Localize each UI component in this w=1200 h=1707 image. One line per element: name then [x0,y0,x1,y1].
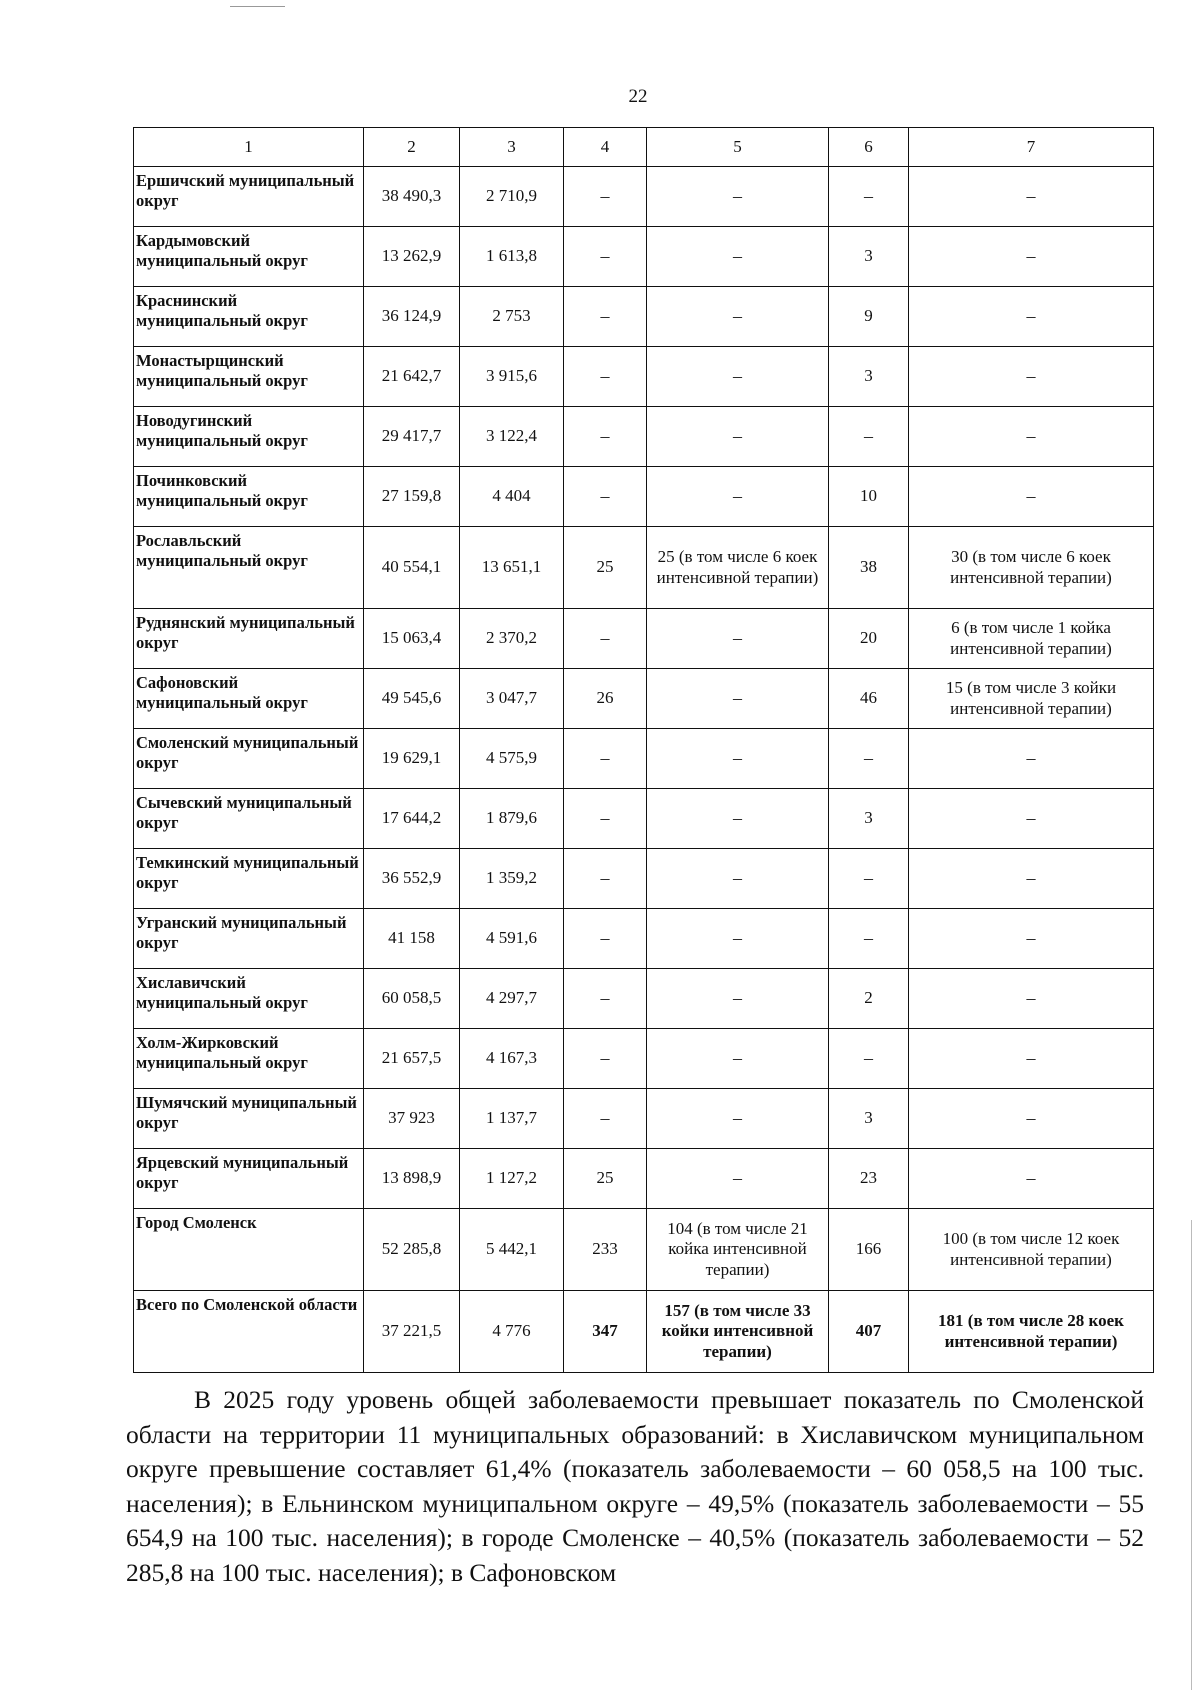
value-cell: 9 [829,287,909,347]
region-cell: Ярцевский муниципальный округ [134,1149,364,1209]
value-cell: 36 552,9 [364,849,460,909]
value-cell: – [647,849,829,909]
table-row [134,287,1154,347]
value-cell: – [909,1029,1154,1089]
value-cell: 1 613,8 [460,227,564,287]
value-cell: – [647,669,829,729]
value-cell: 38 490,3 [364,167,460,227]
value-cell: – [564,167,647,227]
value-cell: 166 [829,1209,909,1291]
value-cell: – [909,407,1154,467]
value-cell: 1 127,2 [460,1149,564,1209]
table-row [134,1089,1154,1149]
value-cell: 21 642,7 [364,347,460,407]
value-cell: – [647,347,829,407]
table-row [134,467,1154,527]
value-cell: 36 124,9 [364,287,460,347]
region-cell: Кардымовский муниципальный округ [134,227,364,287]
table-row [134,849,1154,909]
region-cell: Сафоновский муниципальный округ [134,669,364,729]
value-cell: – [647,1149,829,1209]
value-cell: 41 158 [364,909,460,969]
table-row [134,669,1154,729]
value-cell: – [564,729,647,789]
region-cell: Руднянский муниципальный округ [134,609,364,669]
value-cell: 26 [564,669,647,729]
value-cell: 15 063,4 [364,609,460,669]
value-cell: 60 058,5 [364,969,460,1029]
value-cell: – [909,287,1154,347]
value-cell: – [909,167,1154,227]
value-cell: – [564,1029,647,1089]
table-row [134,347,1154,407]
value-cell: 15 (в том числе 3 койки интенсивной терапии) [909,669,1154,729]
scan-edge-mark [1191,1220,1192,1690]
value-cell: 37 923 [364,1089,460,1149]
value-cell: 1 879,6 [460,789,564,849]
value-cell: – [564,1089,647,1149]
table-row [134,527,1154,609]
value-cell: – [909,1149,1154,1209]
table-row [134,1149,1154,1209]
value-cell: 3 122,4 [460,407,564,467]
value-cell: – [647,467,829,527]
value-cell: 407 [829,1291,909,1373]
value-cell: 2 370,2 [460,609,564,669]
value-cell: 13 262,9 [364,227,460,287]
value-cell: – [647,167,829,227]
value-cell: – [564,909,647,969]
region-cell: Угранский муниципальный округ [134,909,364,969]
column-header: 2 [364,128,460,167]
table-row [134,609,1154,669]
value-cell: 6 (в том числе 1 койка интенсивной терапии) [909,609,1154,669]
value-cell: – [829,849,909,909]
value-cell: – [829,167,909,227]
value-cell: – [829,909,909,969]
value-cell: 3 915,6 [460,347,564,407]
region-cell: Новодугинский муниципальный округ [134,407,364,467]
page-number: 22 [628,86,648,107]
value-cell: – [647,909,829,969]
value-cell: – [647,227,829,287]
region-cell: Ершичский муниципальный округ [134,167,364,227]
value-cell: – [829,729,909,789]
value-cell: – [647,609,829,669]
value-cell: 13 898,9 [364,1149,460,1209]
value-cell: – [909,969,1154,1029]
column-header: 5 [647,128,829,167]
value-cell: – [647,1029,829,1089]
value-cell: 5 442,1 [460,1209,564,1291]
value-cell: – [909,729,1154,789]
value-cell: 52 285,8 [364,1209,460,1291]
value-cell: 4 591,6 [460,909,564,969]
table-header-row [134,128,1154,167]
value-cell: 233 [564,1209,647,1291]
region-cell: Рославльский муниципальный округ [134,527,364,609]
column-header: 1 [134,128,364,167]
region-cell: Город Смоленск [134,1209,364,1291]
morbidity-table [133,127,1154,1373]
table-row [134,227,1154,287]
region-cell: Монастырщинский муниципальный округ [134,347,364,407]
value-cell: 29 417,7 [364,407,460,467]
value-cell: – [909,909,1154,969]
value-cell: 3 [829,227,909,287]
value-cell: – [909,227,1154,287]
value-cell: – [909,1089,1154,1149]
value-cell: 3 047,7 [460,669,564,729]
value-cell: 25 [564,527,647,609]
region-cell: Сычевский муниципальный округ [134,789,364,849]
value-cell: 3 [829,347,909,407]
value-cell: – [647,1089,829,1149]
region-cell: Холм-Жирковский муниципальный округ [134,1029,364,1089]
region-cell: Хиславичский муниципальный округ [134,969,364,1029]
value-cell: – [564,609,647,669]
value-cell: 2 [829,969,909,1029]
value-cell: – [564,407,647,467]
value-cell: – [647,407,829,467]
table-row [134,789,1154,849]
region-cell: Краснинский муниципальный округ [134,287,364,347]
value-cell: – [564,467,647,527]
table-row [134,909,1154,969]
value-cell: 100 (в том числе 12 коек интенсивной терапии) [909,1209,1154,1291]
value-cell: 17 644,2 [364,789,460,849]
table-row [134,969,1154,1029]
column-header: 4 [564,128,647,167]
table-row [134,729,1154,789]
value-cell: 4 575,9 [460,729,564,789]
value-cell: 1 359,2 [460,849,564,909]
body-paragraph: В 2025 году уровень общей заболеваемости превышает показатель по Смоленской области на территории 11 муниципальных образований: в Хиславичском муниципальном округе превышение составляет 61,4% (показатель заболеваемости – 60 058,5 на 100 тыс. населения); в Ельнинском муниципальном округе – 49,5% (показатель заболеваемости – 55 654,9 на 100 тыс. населения); в городе Смоленске – 40,5% (показатель заболеваемости – 52 285,8 на 100 тыс. населения); в Сафоновском [126,1385,1144,1587]
value-cell: – [564,227,647,287]
table-row [134,1209,1154,1291]
value-cell: – [909,789,1154,849]
region-cell: Темкинский муниципальный округ [134,849,364,909]
value-cell: 4 776 [460,1291,564,1373]
value-cell: 1 137,7 [460,1089,564,1149]
value-cell: 21 657,5 [364,1029,460,1089]
value-cell: 19 629,1 [364,729,460,789]
value-cell: 157 (в том числе 33 койки интенсивной терапии) [647,1291,829,1373]
value-cell: 3 [829,789,909,849]
value-cell: 2 710,9 [460,167,564,227]
value-cell: – [647,729,829,789]
value-cell: 23 [829,1149,909,1209]
table-row [134,167,1154,227]
value-cell: 3 [829,1089,909,1149]
value-cell: 4 297,7 [460,969,564,1029]
value-cell: – [829,1029,909,1089]
value-cell: 40 554,1 [364,527,460,609]
value-cell: 49 545,6 [364,669,460,729]
value-cell: – [564,969,647,1029]
value-cell: – [829,407,909,467]
value-cell: – [564,789,647,849]
value-cell: 4 404 [460,467,564,527]
value-cell: 13 651,1 [460,527,564,609]
value-cell: 46 [829,669,909,729]
column-header: 6 [829,128,909,167]
value-cell: 37 221,5 [364,1291,460,1373]
value-cell: 38 [829,527,909,609]
value-cell: 2 753 [460,287,564,347]
value-cell: – [909,467,1154,527]
table-row [134,407,1154,467]
value-cell: – [564,347,647,407]
value-cell: 25 (в том числе 6 коек интенсивной терапии) [647,527,829,609]
column-header: 7 [909,128,1154,167]
scan-top-rule [230,6,285,7]
value-cell: – [564,849,647,909]
value-cell: 181 (в том числе 28 коек интенсивной терапии) [909,1291,1154,1373]
region-cell: Починковский муниципальный округ [134,467,364,527]
value-cell: 4 167,3 [460,1029,564,1089]
value-cell: 10 [829,467,909,527]
value-cell: 25 [564,1149,647,1209]
value-cell: – [647,969,829,1029]
value-cell: – [564,287,647,347]
value-cell: 30 (в том числе 6 коек интенсивной терапии) [909,527,1154,609]
value-cell: – [909,347,1154,407]
table-total-row [134,1291,1154,1373]
value-cell: 347 [564,1291,647,1373]
region-cell: Смоленский муниципальный округ [134,729,364,789]
value-cell: 27 159,8 [364,467,460,527]
column-header: 3 [460,128,564,167]
region-cell: Шумячский муниципальный округ [134,1089,364,1149]
value-cell: – [647,287,829,347]
value-cell: – [909,849,1154,909]
value-cell: – [647,789,829,849]
table-row [134,1029,1154,1089]
value-cell: 20 [829,609,909,669]
region-cell: Всего по Смоленской области [134,1291,364,1373]
value-cell: 104 (в том числе 21 койка интенсивной терапии) [647,1209,829,1291]
